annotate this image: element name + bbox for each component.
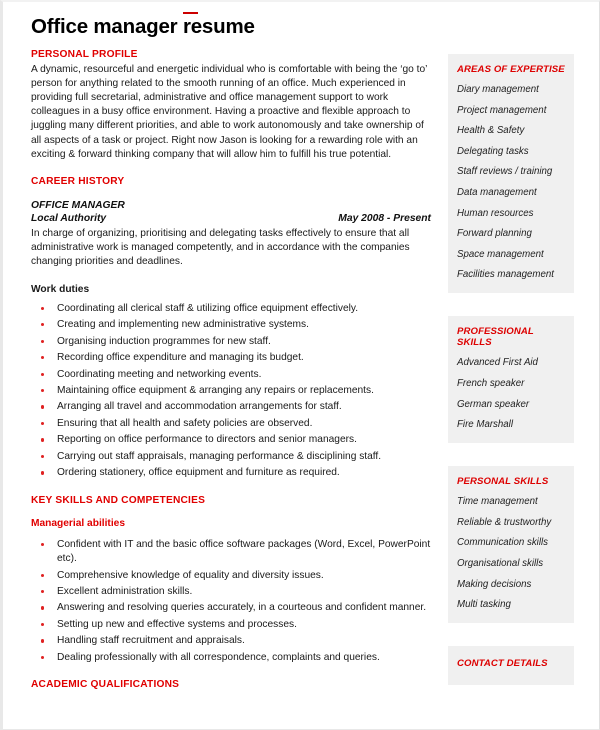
title-accent-dash [183, 12, 198, 14]
list-item: Excellent administration skills. [31, 585, 431, 599]
list-item: Project management [457, 104, 547, 116]
list-item: Diary management [457, 84, 539, 95]
list-item: Space management [457, 248, 544, 260]
sidebar-heading-areas-of-expertise: AREAS OF EXPERTISE [457, 64, 565, 75]
work-duties-heading: Work duties [31, 283, 90, 295]
list-item: Health & Safety [457, 125, 525, 137]
job-dates: May 2008 - Present [338, 212, 431, 224]
sidebar-panel-contact-details [448, 646, 574, 685]
list-item: French speaker [457, 377, 525, 389]
sidebar-heading-personal-skills: PERSONAL SKILLS [457, 476, 549, 488]
section-heading-personal-profile: PERSONAL PROFILE [31, 48, 138, 60]
list-item: Answering and resolving queries accurately, in a courteous and confident manner. [31, 601, 431, 615]
list-item: Facilities management [457, 269, 554, 281]
list-item: Organising induction programmes for new staff. [31, 335, 431, 349]
list-item: Dealing professionally with all correspondence, complaints and queries. [31, 651, 431, 665]
page-title: Office manager resume [31, 15, 255, 38]
job-employer: Local Authority [31, 212, 107, 224]
list-item: Coordinating meeting and networking events. [31, 368, 431, 382]
subheading-managerial-abilities: Managerial abilities [31, 517, 125, 529]
list-item: Multi tasking [457, 599, 511, 611]
work-duties-list [31, 302, 431, 481]
list-item: Advanced First Aid [457, 357, 538, 369]
list-item: Setting up new and effective systems and processes. [31, 618, 431, 632]
list-item: Handling staff recruitment and appraisals. [31, 634, 431, 648]
list-item: Arranging all travel and accommodation arrangements for staff. [31, 400, 431, 414]
sidebar-heading-contact-details: CONTACT DETAILS [457, 658, 548, 670]
list-item: Reliable & trustworthy [457, 516, 552, 528]
section-heading-career-history: CAREER HISTORY [31, 175, 125, 187]
job-summary-text: In charge of organizing, prioritising and delegating tasks effectively to ensure that all administrative work is managed competently, and in accordance with the companies changing priorities and deadlines. [31, 227, 410, 268]
list-item: Creating and implementing new administrative systems. [31, 318, 431, 332]
sidebar-panel-professional-skills [448, 316, 574, 443]
list-item: Reporting on office performance to directors and senior managers. [31, 433, 431, 447]
section-heading-academic-qualifications: ACADEMIC QUALIFICATIONS [31, 679, 180, 691]
sidebar [448, 54, 574, 685]
resume-page-content [3, 2, 599, 729]
list-item: Communication skills [457, 537, 548, 549]
list-item: Delegating tasks [457, 145, 529, 157]
list-item: Ordering stationery, office equipment and furniture as required. [31, 466, 431, 480]
list-item: Making decisions [457, 578, 532, 590]
list-item: Comprehensive knowledge of equality and diversity issues. [31, 569, 431, 583]
sidebar-heading-professional-skills: PROFESSIONAL SKILLS [457, 326, 534, 349]
list-item: Time management [457, 496, 538, 508]
list-item: Data management [457, 186, 537, 198]
key-skills-list [31, 538, 431, 666]
list-item: Fire Marshall [457, 419, 513, 431]
list-item: Human resources [457, 207, 534, 219]
sidebar-panel-areas-of-expertise [448, 54, 574, 293]
job-title: OFFICE MANAGER [31, 199, 125, 211]
list-item: Maintaining office equipment & arranging any repairs or replacements. [31, 384, 431, 398]
list-item: Carrying out staff appraisals, managing performance & disciplining staff. [31, 450, 431, 464]
list-item: Confident with IT and the basic office software packages (Word, Excel, PowerPoint etc). [31, 538, 431, 567]
section-academic-qualifications [31, 679, 431, 690]
section-heading-key-skills: KEY SKILLS AND COMPETENCIES [31, 494, 206, 506]
main-column [31, 16, 431, 693]
list-item: German speaker [457, 398, 530, 410]
list-item: Coordinating all clerical staff & utilizing office equipment effectively. [31, 302, 431, 316]
list-item: Ensuring that all health and safety policies are observed. [31, 417, 431, 431]
list-item: Forward planning [457, 228, 532, 240]
list-item: Recording office expenditure and managing its budget. [31, 351, 431, 365]
section-career-history [31, 176, 431, 481]
list-item: Organisational skills [457, 557, 544, 569]
job-employer-row [31, 212, 431, 226]
personal-profile-text: A dynamic, resourceful and energetic individual who is comfortable with being the ‘go to’ person for anything related to the smooth running of an office. Much experienced in providing full secretarial, administrative and office management support to work colleagues in a busy office environment. Having a proactive and flexible approach to juggling many different priorities, and able to work autonomously and take ownership of all aspects of a task or project. Right now Jason is looking for a rewarding role with an exciting & forward thinking company that will allow him to fulfill his true potential. [31, 63, 428, 160]
list-item: Staff reviews / training [457, 166, 553, 178]
section-key-skills [31, 495, 431, 666]
sidebar-panel-personal-skills [448, 466, 574, 623]
section-personal-profile [31, 49, 431, 162]
